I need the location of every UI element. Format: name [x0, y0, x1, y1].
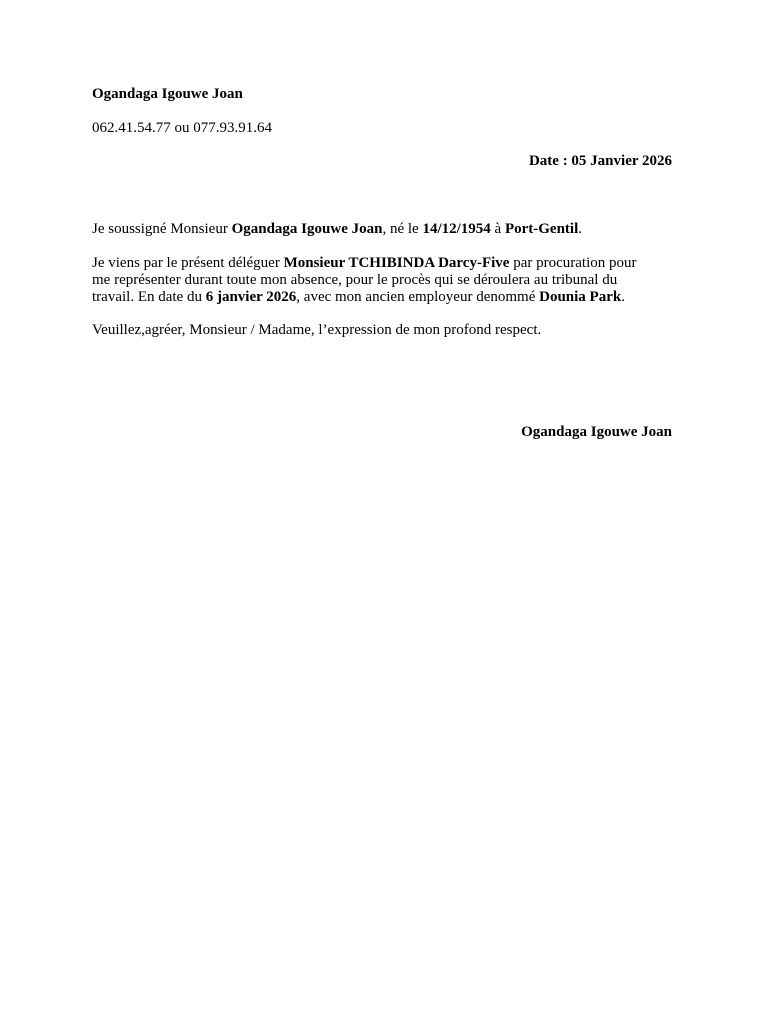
paragraph-delegation-line-1: Je viens par le présent déléguer Monsieur TCHIBINDA Darcy-Five par procuration pour — [92, 255, 637, 271]
birth-place: Port-Gentil — [504, 221, 579, 237]
signature-text: Ogandaga Igouwe Joan — [521, 424, 672, 440]
signature — [521, 424, 672, 441]
paragraph-delegation-line-2: me représenter durant toute mon absence, pour le procès qui se déroulera au tribunal du — [92, 272, 618, 288]
date-line — [529, 153, 672, 170]
sender-name — [92, 86, 243, 103]
closing-line: Veuillez,agréer, Monsieur / Madame, l’expression de mon profond respect. — [92, 322, 542, 338]
sender-phone: 062.41.54.77 ou 077.93.91.64 — [92, 120, 272, 136]
paragraph-identity: Je soussigné Monsieur Ogandaga Igouwe Joan, né le 14/12/1954 à Port-Gentil. — [92, 221, 583, 237]
sender-name-text: Ogandaga Igouwe Joan — [92, 86, 243, 102]
birth-date: 14/12/1954 — [422, 221, 491, 237]
delegate-name: Monsieur TCHIBINDA Darcy-Five — [283, 255, 510, 271]
hearing-date: 6 janvier 2026 — [205, 289, 297, 305]
date-text: Date : 05 Janvier 2026 — [528, 153, 672, 169]
identity-name: Ogandaga Igouwe Joan — [231, 221, 383, 237]
employer-name: Dounia Park — [539, 289, 622, 305]
paragraph-delegation-line-3: travail. En date du 6 janvier 2026, avec mon ancien employeur denommé Dounia Park. — [92, 289, 625, 305]
